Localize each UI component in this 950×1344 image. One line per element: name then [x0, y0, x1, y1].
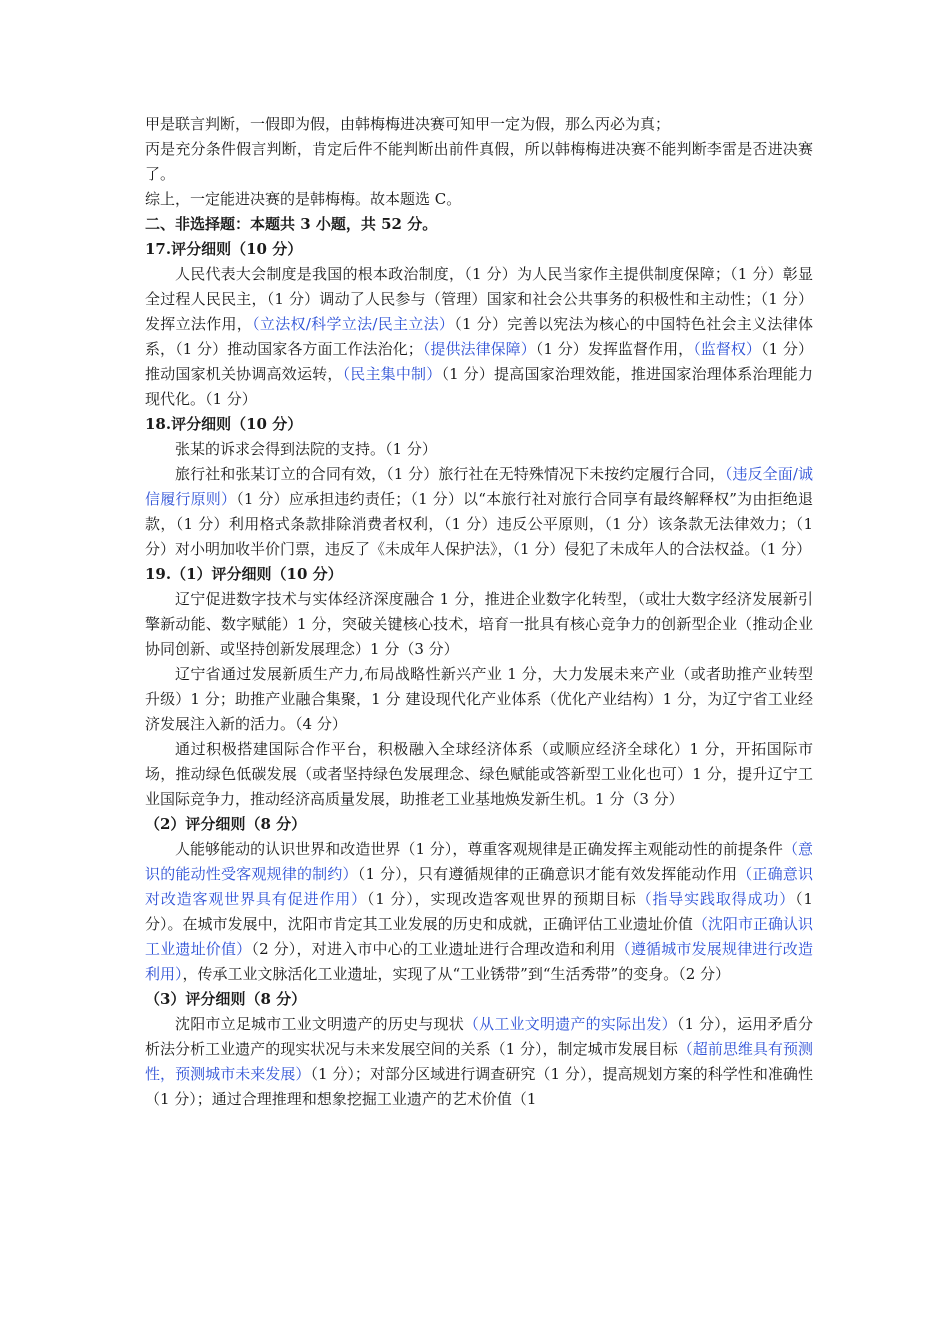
- q19-1-paragraph-1: 辽宁促进数字技术与实体经济深度融合 1 分，推进企业数字化转型，（或壮大数字经济发展新引擎新动能、数字赋能）1 分，突破关键核心技术，培育一批具有核心竞争力的创新型企业（推动企业协同创新、或坚持创新发展理念）1 分（3 分）: [145, 590, 813, 658]
- q17-text-1: 人民代表大会制度是我国的根本政治制度，（1 分）为人民当家作主提供制度保障；（1 分）彰显全过程人民民主，（1 分）调动了人民参与（管理）国家和社会公共事务的积极性和主动性；（1 分）发挥立法作用，: [145, 265, 813, 333]
- q19-1-paragraph-2: 辽宁省通过发展新质生产力,布局战略性新兴产业 1 分，大力发展未来产业（或者助推产业转型升级）1 分；助推产业融合集聚，1 分 建设现代化产业体系（优化产业结构）1 分，为辽宁省工业经济发展注入新的活力。（4 分）: [145, 665, 813, 733]
- q17-heading: 17.评分细则（10 分）: [145, 240, 303, 258]
- q19-1-paragraph-3: 通过积极搭建国际合作平台，积极融入全球经济体系（或顺应经济全球化）1 分，开拓国际市场，推动绿色低碳发展（或者坚持绿色发展理念、绿色赋能或答新型工业化也可）1 分，提升辽宁工业国际竞争力，推动经济高质量发展，助推老工业基地焕发新生机。1 分（3 分）: [145, 740, 813, 808]
- q19-3-annotation-1: （从工业文明遗产的实际出发）: [463, 1015, 677, 1033]
- q19-3-heading: （3）评分细则（8 分）: [145, 990, 307, 1008]
- q19-2-heading: （2）评分细则（8 分）: [145, 815, 307, 833]
- q17-annotation-3: （监督权）: [693, 340, 761, 358]
- q19-2-text-3: （1 分），实现改造客观世界的预期目标: [366, 890, 637, 908]
- q19-2-text-4: （1 分）。在城市发展中，沈阳市肯定其工业发展的历史和成就，正确评估工业遗址价值: [145, 890, 813, 933]
- q18-text-2: （1 分）应承担违约责任；（1 分）以“本旅行社对旅行合同享有最终解释权”为由拒绝退款，（1 分）利用格式条款排除消费者权利，（1 分）违反公平原则，（1 分）该条款无法律效力；（1 分）对小明加收半价门票，违反了《未成年人保护法》，（1 分）侵犯了未成年人的合法权益。（1 分）: [145, 490, 813, 558]
- q17-text-3: （1 分）发挥监督作用，: [535, 340, 694, 358]
- q18-text-1: 旅行社和张某订立的合同有效，（1 分）旅行社在无特殊情况下未按约定履行合同，: [175, 465, 725, 483]
- q19-3-text-2: （1 分），运用矛盾分析法分析工业遗产的现实状况与未来发展空间的关系（1 分），制定城市发展目标: [145, 1015, 813, 1058]
- q19-3-paragraph: [145, 1012, 813, 1112]
- q18-paragraph-1: 张某的诉求会得到法院的支持。（1 分）: [175, 440, 437, 458]
- q19-2-text-6: ，传承工业文脉活化工业遗址，实现了从“工业锈带”到“生活秀带”的变身。（2 分）: [182, 965, 731, 983]
- paragraph-conclusion: 综上，一定能进决赛的是韩梅梅。故本题选 C。: [145, 190, 462, 208]
- q17-text-5: （1 分）提高国家治理效能，推进国家治理体系治理能力现代化。（1 分）: [145, 365, 813, 408]
- q18-heading: 18.评分细则（10 分）: [145, 415, 303, 433]
- q19-2-annotation-3: （指导实践取得成功）: [636, 890, 796, 908]
- document-page: [145, 112, 813, 1112]
- q19-2-annotation-4: （沈阳市正确认识工业遗址价值）: [145, 915, 813, 958]
- q19-3-annotation-2: （超前思维具有预测性，预测城市未来发展）: [145, 1040, 813, 1083]
- q19-2-annotation-2: （正确意识对改造客观世界具有促进作用）: [145, 865, 813, 908]
- q18-annotation-1: （违反全面/诚信履行原则）: [145, 465, 813, 508]
- q17-text-2: （1 分）完善以宪法为核心的中国特色社会主义法律体系，（1 分）推动国家各方面工作法治化；: [145, 315, 813, 358]
- q18-paragraph-2: [145, 462, 813, 562]
- q19-2-text-2: （1 分），只有遵循规律的正确意识才能有效发挥能动作用: [357, 865, 738, 883]
- paragraph-bing: 丙是充分条件假言判断，肯定后件不能判断出前件真假，所以韩梅梅进决赛不能判断李雷是否进决赛了。: [145, 140, 813, 183]
- q17-text-4: （1 分）推动国家机关协调高效运转，: [145, 340, 813, 383]
- q19-2-annotation-1: （意识的能动性受客观规律的制约）: [145, 840, 813, 883]
- q17-annotation-1: （立法权/科学立法/民主立法）: [252, 315, 455, 333]
- q19-2-text-5: （2 分），对进入市中心的工业遗址进行合理改造和利用: [251, 940, 616, 958]
- paragraph-jia: 甲是联言判断，一假即为假，由韩梅梅进决赛可知甲一定为假，那么丙必为真；: [145, 115, 671, 133]
- q17-paragraph: [145, 262, 813, 412]
- q19-2-paragraph: [145, 837, 813, 987]
- q19-3-text-3: （1 分）；对部分区域进行调查研究（1 分），提高规划方案的科学性和准确性（1 分）；通过合理推理和想象挖掘工业遗产的艺术价值（1: [145, 1065, 813, 1108]
- q19-2-annotation-5: （遵循城市发展规律进行改造利用）: [145, 940, 813, 983]
- q19-1-heading: 19.（1）评分细则（10 分）: [145, 565, 343, 583]
- section-title: 二、非选择题：本题共 3 小题，共 52 分。: [145, 215, 438, 233]
- q17-annotation-2: （提供法律保障）: [422, 340, 536, 358]
- q19-2-text-1: 人能够能动的认识世界和改造世界（1 分），尊重客观规律是正确发挥主观能动性的前提条件: [175, 840, 783, 858]
- q17-annotation-4: （民主集中制）: [342, 365, 442, 383]
- q19-3-text-1: 沈阳市立足城市工业文明遗产的历史与现状: [175, 1015, 464, 1033]
